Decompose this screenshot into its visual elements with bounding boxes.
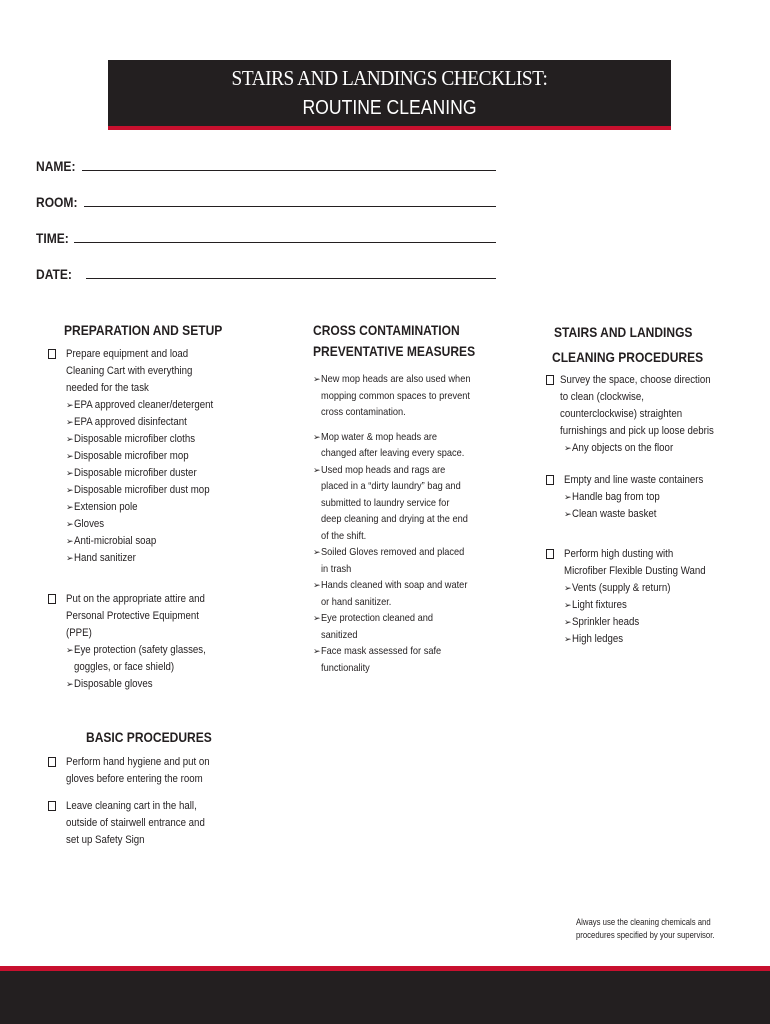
list-item: ➢ Gloves: [66, 516, 218, 533]
list-item: ➢ Anti-microbial soap: [66, 533, 218, 550]
basic-item-2-text: Leave cleaning cart in the hall, outside of stairwell entrance and set up Safety Sign: [66, 800, 205, 846]
list-item: ➢ Clean waste basket: [564, 506, 716, 523]
basic-section: [48, 727, 218, 849]
list-item: ➢ Vents (supply & return): [564, 580, 716, 597]
cross-heading-1: CROSS CONTAMINATION: [313, 322, 460, 338]
list-item: ➢ Disposable microfiber dust mop: [66, 482, 218, 499]
list-item: ➢ Used mop heads and rags are placed in a “dirty laundry” bag and submitted to laundry service for deep cleaning and drying at the end of the shift.: [313, 462, 471, 545]
stairs-item-1[interactable]: [546, 372, 716, 457]
checkbox[interactable]: [546, 475, 554, 485]
list-item: ➢ Any objects on the floor: [564, 440, 716, 457]
time-label: TIME:: [36, 230, 69, 246]
list-item: ➢ Hand sanitizer: [66, 550, 218, 567]
list-item: ➢ Eye protection cleaned and sanitized: [313, 610, 471, 643]
list-item: ➢ High ledges: [564, 631, 716, 648]
title-line1: STAIRS AND LANDINGS CHECKLIST:: [231, 66, 548, 90]
checkbox[interactable]: [48, 757, 56, 767]
stairs-item-1-text: Survey the space, choose direction to clean (clockwise, counterclockwise) straighten furnishings and pick up loose debris: [560, 374, 714, 437]
checkbox[interactable]: [48, 349, 56, 359]
basic-heading: BASIC PROCEDURES: [86, 729, 212, 745]
list-item: ➢ Mop water & mop heads are changed after leaving every space.: [313, 429, 471, 462]
stairs-item-3[interactable]: [546, 546, 716, 648]
prep-item-1-text: Prepare equipment and load Cleaning Cart with everything needed for the task: [66, 348, 193, 394]
basic-item-1[interactable]: [48, 754, 218, 788]
room-field[interactable]: [36, 188, 496, 210]
list-item: ➢ Extension pole: [66, 499, 218, 516]
stairs-item-3-subs: [564, 580, 716, 648]
checkbox[interactable]: [546, 549, 554, 559]
date-field[interactable]: [36, 260, 496, 282]
checkbox[interactable]: [48, 801, 56, 811]
prep-section: [48, 320, 223, 693]
basic-item-2[interactable]: [48, 798, 218, 849]
list-item: ➢ Disposable gloves: [66, 676, 218, 693]
list-item: ➢ New mop heads are also used when mopping common spaces to prevent cross contamination.: [313, 371, 471, 421]
list-item: ➢ EPA approved cleaner/detergent: [66, 397, 218, 414]
cross-heading-2: PREVENTATIVE MEASURES: [313, 343, 476, 359]
stairs-item-2-text: Empty and line waste containers: [564, 474, 704, 486]
stairs-item-1-subs: [560, 440, 716, 457]
stairs-item-3-text: Perform high dusting with Microfiber Flexible Dusting Wand: [564, 548, 706, 577]
list-item: ➢ Light fixtures: [564, 597, 716, 614]
list-item: ➢ Disposable microfiber mop: [66, 448, 218, 465]
stairs-section: [546, 320, 716, 648]
stairs-heading-1: STAIRS AND LANDINGS: [554, 324, 693, 340]
prep-item-2[interactable]: [48, 591, 218, 693]
basic-item-1-text: Perform hand hygiene and put on gloves before entering the room: [66, 756, 210, 785]
room-label: ROOM:: [36, 194, 78, 210]
checkbox[interactable]: [546, 375, 554, 385]
prep-item-2-subs: [66, 642, 218, 693]
prep-heading: PREPARATION AND SETUP: [64, 322, 223, 338]
cross-section: [313, 320, 476, 676]
date-label: DATE:: [36, 266, 72, 282]
prep-item-1-subs: [66, 397, 218, 567]
prep-item-1[interactable]: [48, 346, 218, 567]
footer-bar: [0, 971, 770, 1024]
title-line2: ROUTINE CLEANING: [302, 97, 477, 119]
checkbox[interactable]: [48, 594, 56, 604]
name-label: NAME:: [36, 158, 76, 174]
stairs-item-2-subs: [564, 489, 716, 523]
list-item: ➢ Face mask assessed for safe functionality: [313, 643, 471, 676]
stairs-item-2[interactable]: [546, 472, 716, 523]
prep-item-2-text: Put on the appropriate attire and Personal Protective Equipment (PPE): [66, 593, 205, 639]
list-item: ➢ Disposable microfiber cloths: [66, 431, 218, 448]
time-field[interactable]: [36, 224, 496, 246]
list-item: ➢ Soiled Gloves removed and placed in trash: [313, 544, 471, 577]
list-item: ➢ Handle bag from top: [564, 489, 716, 506]
list-item: ➢ Eye protection (safety glasses, goggles, or face shield): [66, 642, 218, 676]
list-item: ➢ Disposable microfiber duster: [66, 465, 218, 482]
list-item: ➢ Sprinkler heads: [564, 614, 716, 631]
cross-list: [313, 371, 471, 676]
supervisor-note: Always use the cleaning chemicals and procedures specified by your supervisor.: [576, 917, 715, 940]
name-field[interactable]: [36, 152, 496, 174]
list-item: ➢ EPA approved disinfectant: [66, 414, 218, 431]
list-item: ➢ Hands cleaned with soap and water or hand sanitizer.: [313, 577, 471, 610]
stairs-heading-2: CLEANING PROCEDURES: [552, 349, 704, 365]
title-banner: [108, 60, 671, 130]
